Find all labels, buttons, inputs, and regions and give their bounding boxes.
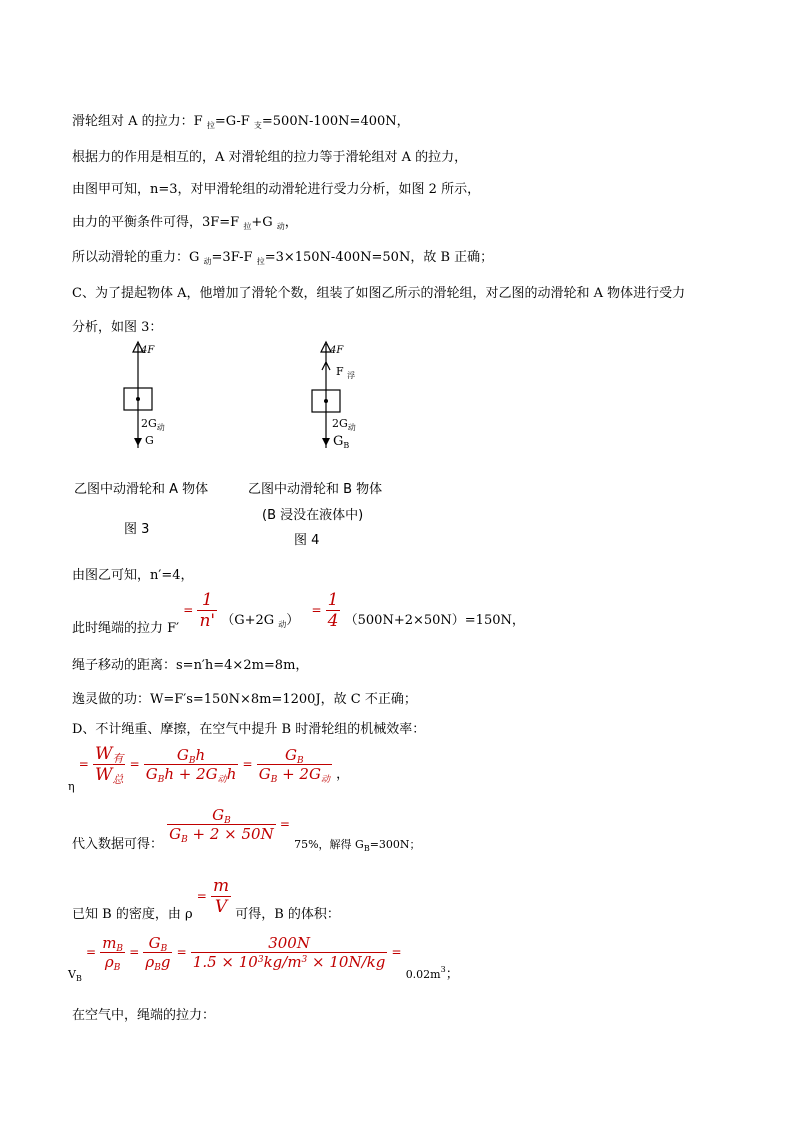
text: 2G [332,417,348,430]
numerator: m [102,934,117,952]
denominator: 4 [327,611,339,631]
text: h [195,746,206,764]
subscript: 动 [156,423,165,432]
formula-density [72,876,340,922]
formula-volume [68,934,459,983]
text-line-11: 逸灵做的功：W=F′s=150N×8m=1200J，故 C 不正确； [72,692,417,707]
equals-sign: = [391,945,402,959]
fraction-m-over-v [211,876,231,917]
text: =G-F [214,114,254,129]
subscript: B [157,775,165,785]
subscript: 动 [347,423,356,432]
equals-sign: = [85,945,97,959]
subscript: 拉 [256,257,265,266]
text-line-3: 由图甲可知，n=3，对甲滑轮组的动滑轮进行受力分析，如图 2 所示， [72,182,481,197]
numerator: G [176,746,189,764]
subscript: 总 [112,773,124,786]
text: ； [445,967,459,982]
text: h [226,765,237,783]
numerator: W [94,744,113,764]
equals-sign: = [183,603,194,617]
formula-line-pull [72,590,525,636]
subscript: B [363,844,370,853]
text: ） [286,613,300,628]
equals-sign: = [129,757,140,771]
text-line-7: 分析，如图 3： [72,320,163,335]
subscript: 动 [278,620,287,629]
superscript: 3 [440,965,446,974]
figure-3-caption: 乙图中动滑轮和 A 物体 [74,482,209,497]
numerator: G [212,806,225,824]
subscript: 动 [320,775,330,785]
subscript: B [270,775,278,785]
formula-substitution [72,806,421,853]
denominator: G [145,765,158,783]
figure-4-caption: 乙图中动滑轮和 B 物体 [248,482,383,497]
subscript: 动 [276,222,285,231]
figure-4-subcaption: (B 浸没在液体中) [262,508,364,523]
figure-3-title: 图 3 [124,522,150,537]
subscript: B [116,944,124,954]
text: （G+2G [221,613,279,628]
numerator: 1 [201,590,213,610]
superscript: 3 [257,955,264,965]
text: =300N； [369,838,421,851]
text: 已知 B 的密度，由 ρ [72,907,193,922]
text-line-10: 绳子移动的距离：s=n′h=4×2m=8m， [72,658,309,673]
subscript: B [188,756,196,766]
text: 75%，解得 G [294,838,364,851]
text: kg/m [263,953,302,971]
text: + 2G [277,765,321,783]
volume-symbol [68,968,82,981]
equals-sign: = [176,945,187,959]
numerator: m [212,876,230,896]
subscript: 有 [112,752,124,765]
denominator: n' [199,611,216,631]
force-label-gb [333,434,349,449]
eta-symbol: η [68,780,75,793]
text: ， [284,215,298,230]
subscript: 拉 [206,121,215,130]
fraction-g-over-rhog [143,934,172,971]
text-line-17: 在空气中，绳端的拉力： [72,1008,216,1023]
text: 可得，B 的体积： [235,907,340,922]
force-label-buoyancy [336,365,355,378]
formula-efficiency [68,744,350,793]
text: （500N+2×50N）=150N， [344,613,525,628]
subscript: 浮 [347,371,356,380]
text: 0.02m [405,968,441,981]
equals-sign: = [129,945,140,959]
equals-sign: = [196,889,207,903]
text: ， [336,767,350,782]
text: V [68,968,76,981]
text: 2G [141,417,157,430]
fraction-1-over-4 [326,590,341,631]
subscript: 动 [203,257,212,266]
text-line-12: D、不计绳重、摩擦，在空气中提升 B 时滑轮组的机械效率： [72,722,426,737]
fraction-g-sub [167,806,276,843]
subscript: B [224,816,231,826]
text: g [160,953,171,971]
text: × 10N/kg [307,953,386,971]
numerator: G [148,934,161,952]
text: =500N-100N=400N， [261,114,410,129]
subscript: B [181,835,188,845]
subscript: B [154,963,161,973]
subscript: 动 [217,775,227,785]
text-line-6: C、为了提起物体 A，他增加了滑轮个数，组装了如图乙所示的滑轮组，对乙图的动滑轮和 A 物体进行受力 [72,286,686,301]
subscript: B [75,974,82,983]
force-label-4f: 4F [330,345,344,356]
subscript: 拉 [243,222,252,231]
text: 此时绳端的拉力 F′ [72,621,180,636]
text: h + 2G [164,765,218,783]
text: 由力的平衡条件可得，3F=F [72,215,244,230]
numerator: G [285,746,298,764]
denominator: W [94,765,113,785]
force-label-g: G [145,434,154,447]
superscript: 3 [301,955,308,965]
force-label-2g [332,417,356,430]
fraction-volume-numbers [191,934,388,971]
fraction-work [93,744,125,785]
text: G [333,434,344,449]
force-label-2g [141,417,165,430]
text: 所以动滑轮的重力：G [72,250,204,265]
denominator: G [169,825,182,843]
subscript: B [160,944,168,954]
fraction-g [257,746,332,783]
text-line-5 [72,246,493,265]
text: =3F-F [211,250,257,265]
equals-sign: = [279,817,290,831]
subscript: B [113,963,121,973]
denominator: 1.5 × 10 [192,953,258,971]
text-line-8: 由图乙可知，n′=4， [72,568,194,583]
force-label-4f: 4F [141,345,155,356]
text: =3×150N-400N=50N，故 B 正确； [264,250,494,265]
subscript: B [343,441,350,450]
numerator: 300N [268,934,310,952]
denominator: V [214,897,228,917]
denominator: ρ [104,953,114,971]
text: 代入数据可得： [72,837,164,852]
equals-sign: = [311,603,322,617]
figure-4-title: 图 4 [294,533,320,548]
subscript: 支 [253,121,262,130]
numerator: 1 [327,590,339,610]
fraction-gh [144,746,239,783]
subscript: B [297,756,304,766]
fraction-m-over-rho [100,934,125,971]
text: 滑轮组对 A 的拉力：F [72,114,207,129]
fraction-1-over-n [197,590,217,631]
denominator: G [258,765,271,783]
text-line-2: 根据力的作用是相互的，A 对滑轮组的拉力等于滑轮组对 A 的拉力， [72,150,468,165]
denominator: ρ [145,953,155,971]
equals-sign: = [78,757,89,771]
text: F [336,365,344,378]
equals-sign: = [242,757,253,771]
text-line-1 [72,110,410,129]
text: +G [251,215,277,230]
text-line-4 [72,211,298,230]
text: + 2 × 50N [187,825,274,843]
